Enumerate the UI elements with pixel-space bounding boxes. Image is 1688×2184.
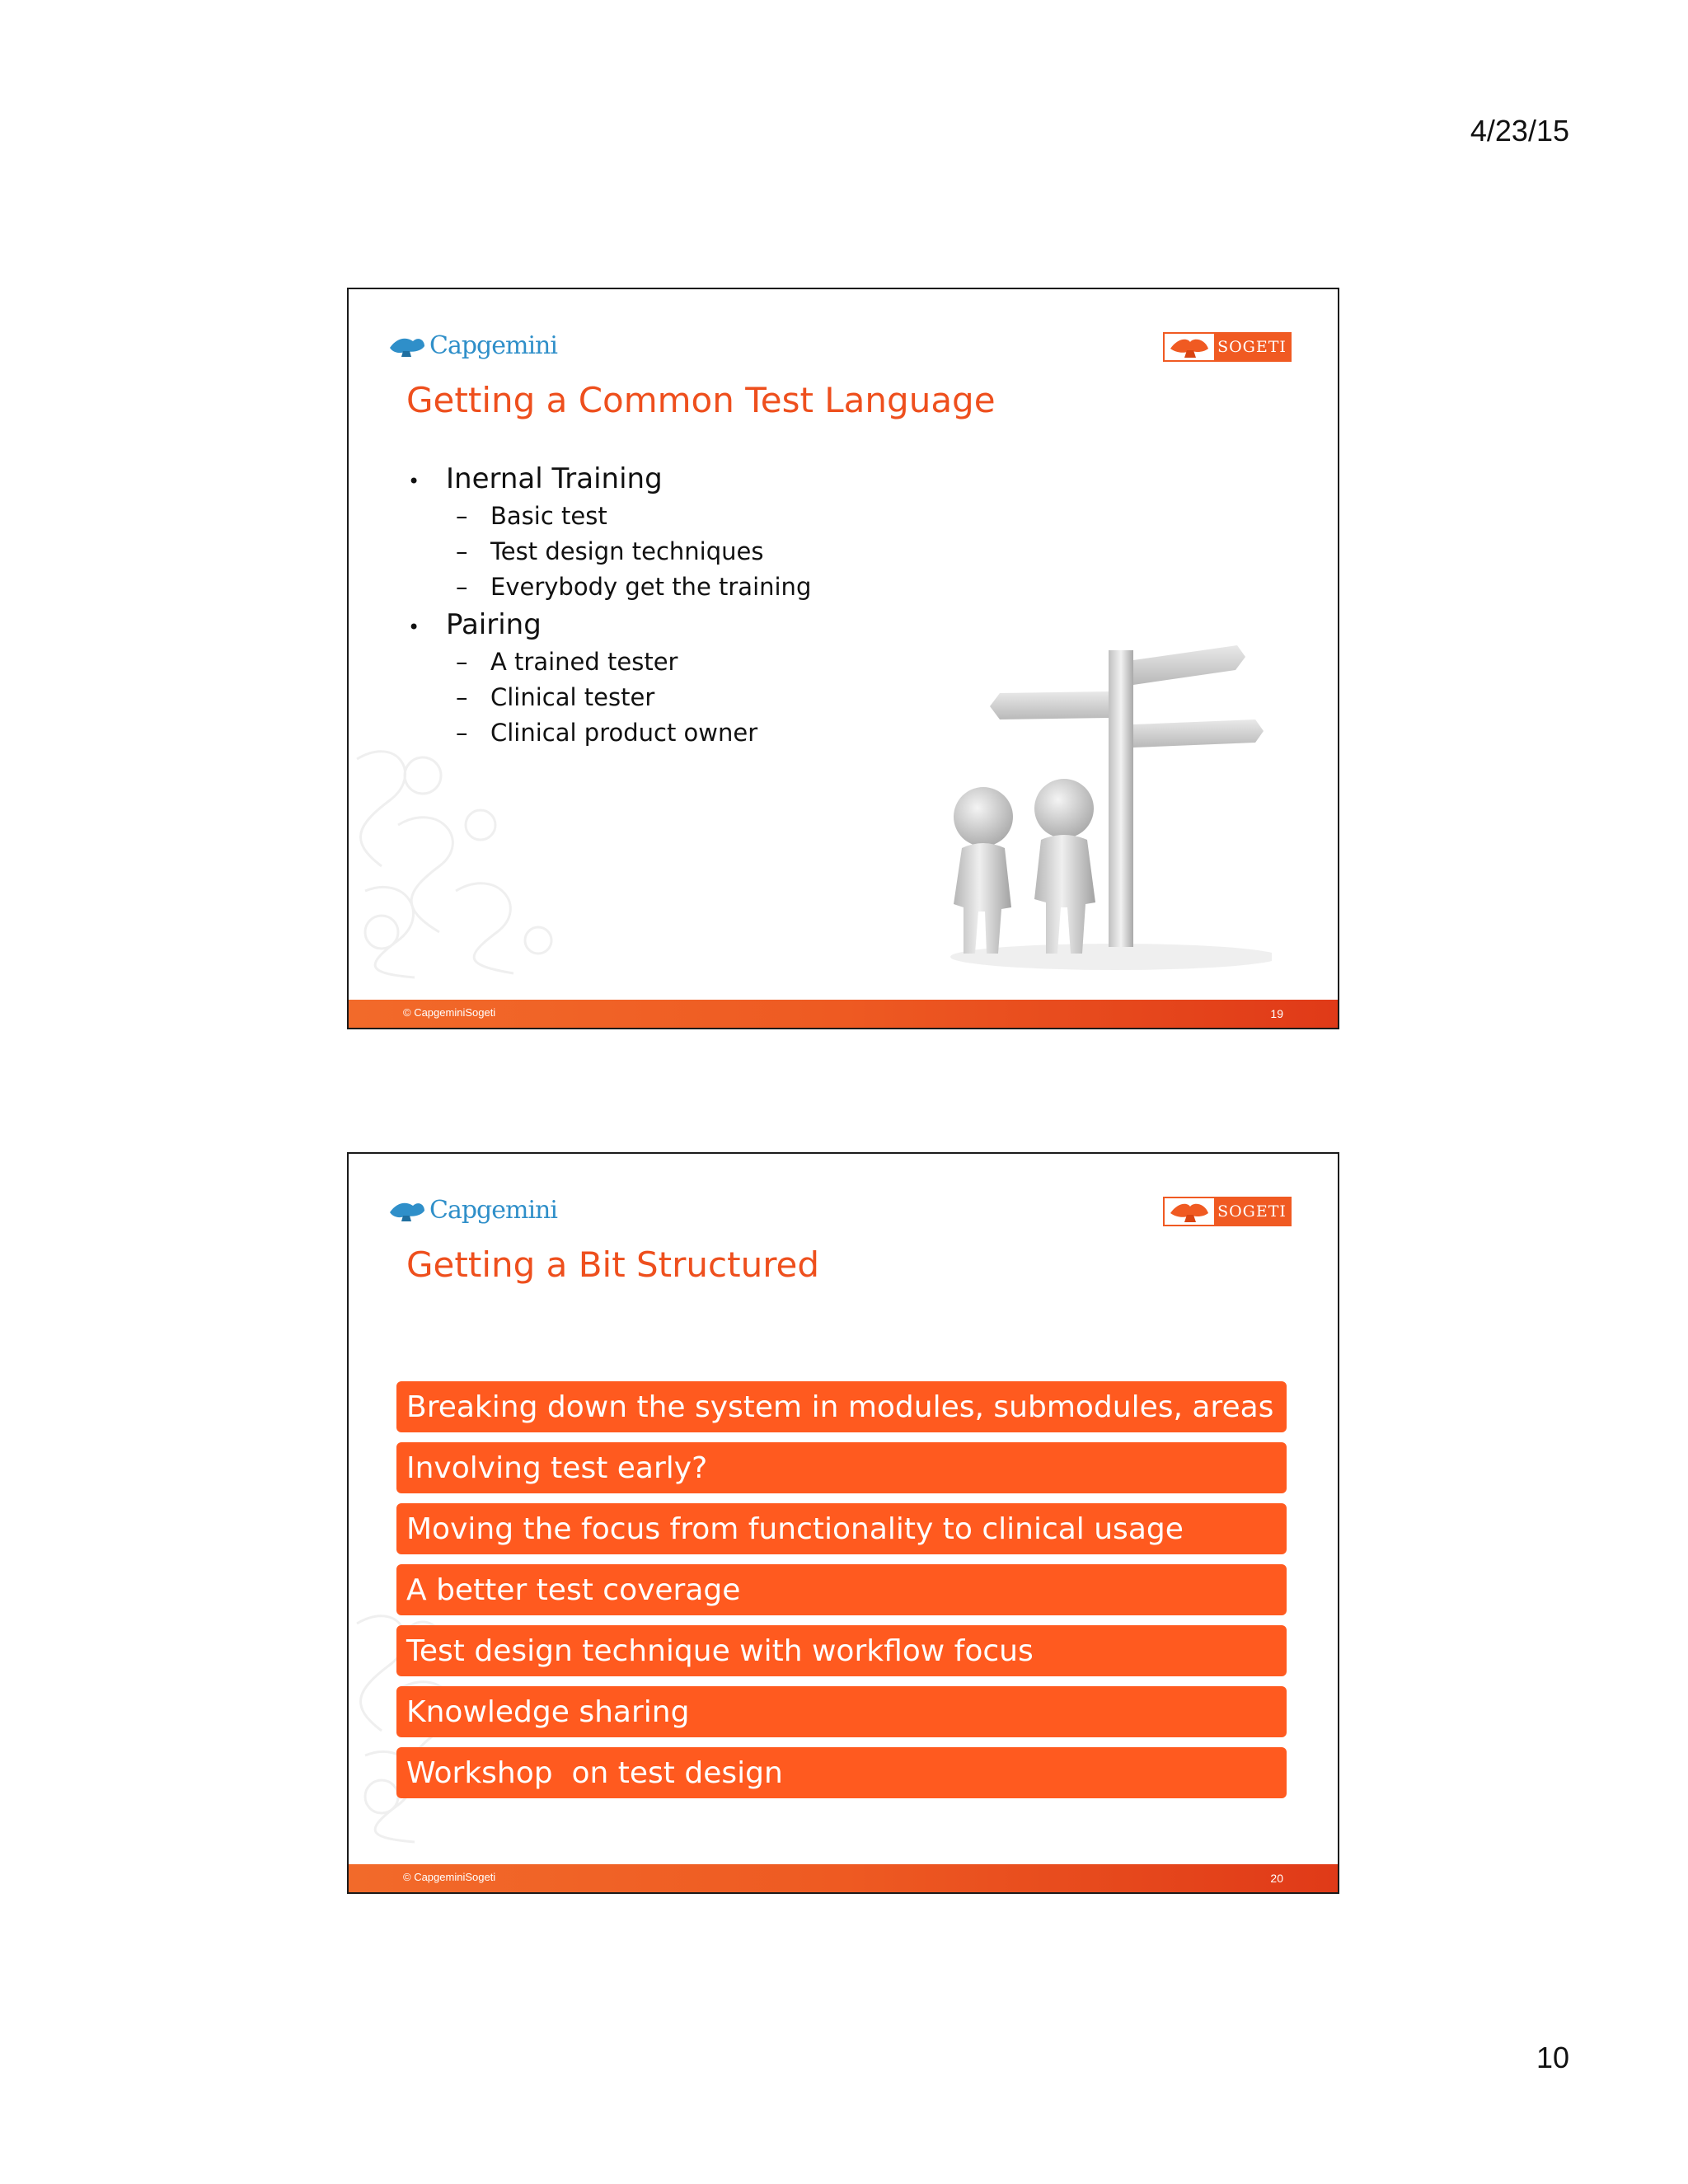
slide-footer [349,1864,1338,1892]
capgemini-logo [388,1193,557,1226]
decorative-swirl-pattern [349,726,596,982]
bullet-list [405,462,811,754]
slide-19 [347,288,1339,1029]
sogeti-spade-icon [1169,1200,1210,1223]
people-signpost-illustration [926,627,1272,973]
footer-copyright: © CapgeminiSogeti [403,1871,496,1883]
list-item: Knowledge sharing [396,1686,1287,1737]
capgemini-logo [388,329,557,362]
sub-bullet-item: – Clinical product owner [456,719,758,747]
sogeti-wordmark: SOGETI [1214,334,1290,360]
footer-copyright: © CapgeminiSogeti [403,1006,496,1019]
page-date: 4/23/15 [1470,114,1569,148]
capgemini-spade-icon [388,333,426,358]
sogeti-wordmark: SOGETI [1214,1198,1290,1225]
sub-bullet-item: – Basic test [456,502,607,530]
list-item: Moving the focus from functionality to clinical usage [396,1503,1287,1554]
slide-number: 20 [1270,1872,1283,1885]
slide-title: Getting a Bit Structured [406,1244,820,1285]
sogeti-logo [1163,332,1292,362]
sub-bullet-item: – Everybody get the training [456,573,812,601]
sub-bullet-item: – Test design techniques [456,537,764,565]
slide-number: 19 [1270,1007,1283,1020]
slide-title: Getting a Common Test Language [406,380,996,420]
list-item: Test design technique with workflow focus [396,1625,1287,1676]
list-item: Breaking down the system in modules, submodules, areas [396,1381,1287,1432]
capgemini-wordmark: Capgemini [429,1195,557,1225]
structured-items-list [396,1381,1287,1808]
list-item: Involving test early? [396,1442,1287,1493]
sub-bullet-item: – A trained tester [456,648,678,676]
list-item: A better test coverage [396,1564,1287,1615]
bullet-item: • Pairing [408,608,542,641]
bullet-item: • Inernal Training [408,462,663,495]
sogeti-spade-icon [1169,335,1210,359]
slide-footer [349,1000,1338,1028]
sogeti-logo [1163,1197,1292,1226]
sub-bullet-item: – Clinical tester [456,683,655,711]
slide-20 [347,1152,1339,1894]
capgemini-spade-icon [388,1197,426,1222]
capgemini-wordmark: Capgemini [429,330,557,360]
page-number: 10 [1536,2041,1569,2074]
list-item: Workshop on test design [396,1747,1287,1798]
